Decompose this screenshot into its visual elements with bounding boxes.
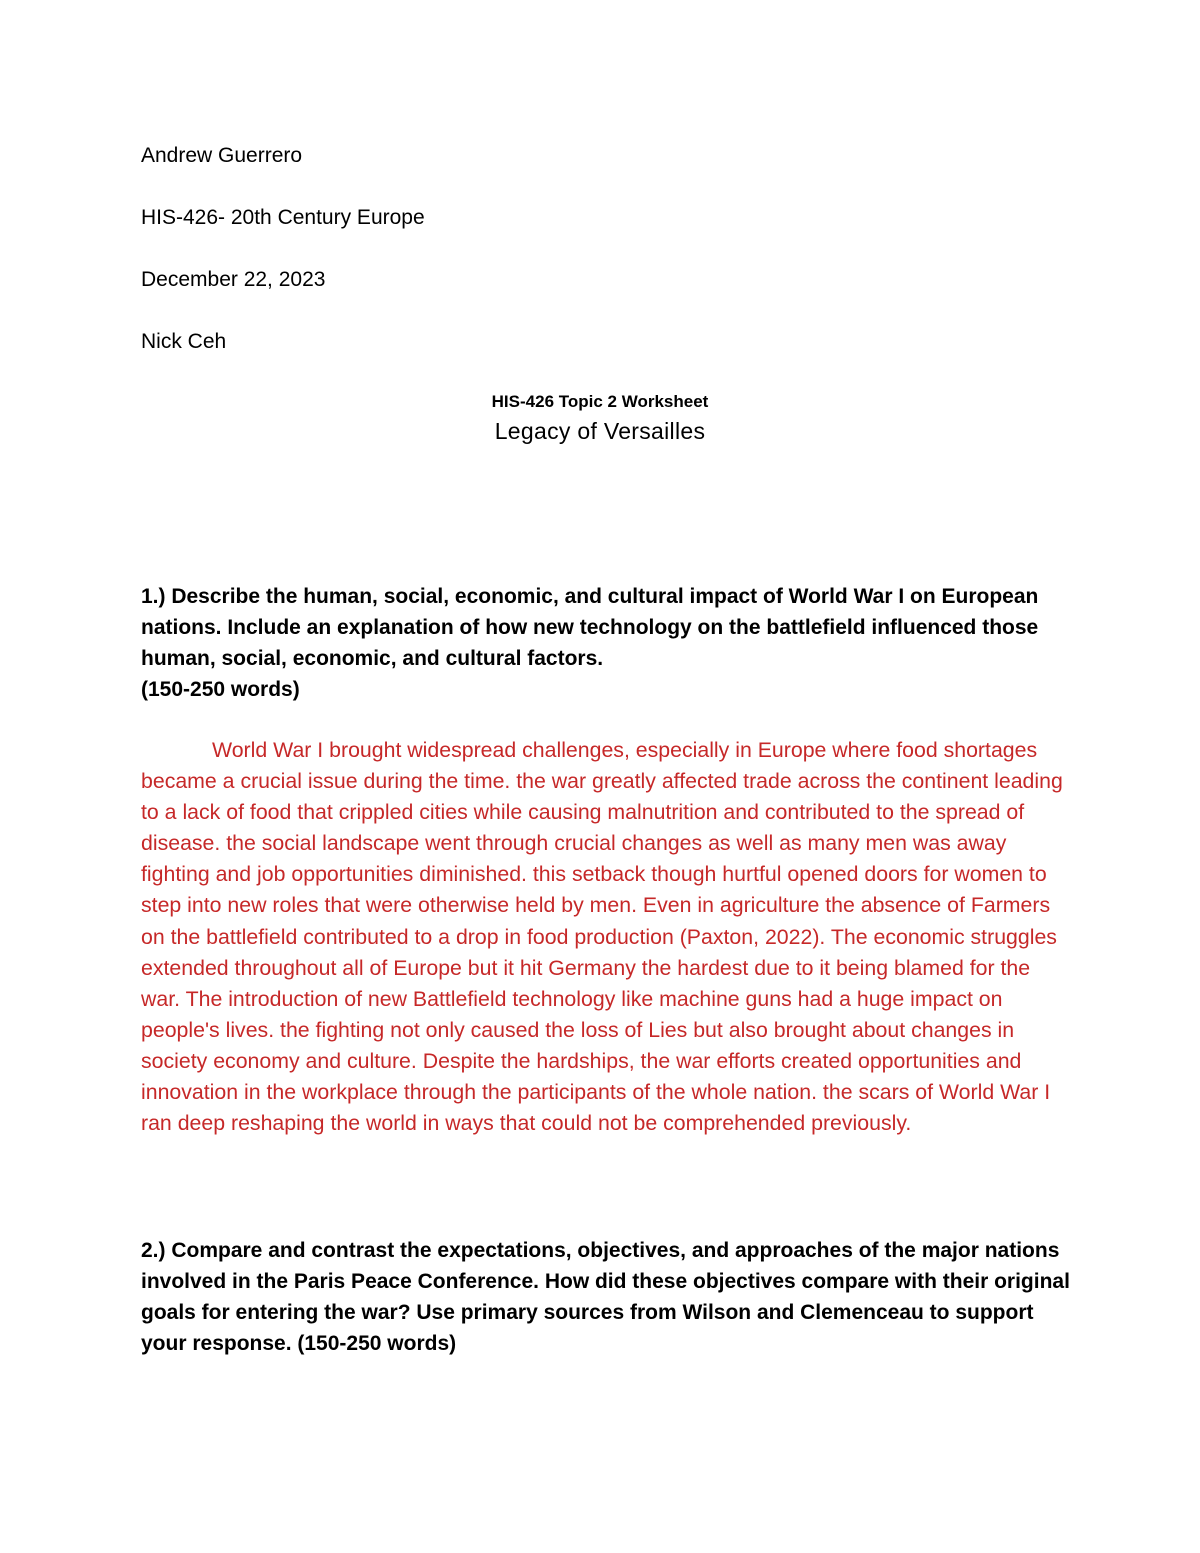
question-2: 2.) Compare and contrast the expectations, objectives, and approaches of the major nations involved in the Paris Peace Conference. How did these objectives compare with their original goals for entering the war? Use primary sources from Wilson and Clemenceau to support your response. (150-250 words): [141, 1239, 1070, 1355]
submission-date: December 22, 2023: [141, 268, 326, 291]
answer-1: World War I brought widespread challenges, especially in Europe where food shortages became a crucial issue during the time. the war greatly affected trade across the continent leading to a lack of food that crippled cities while causing malnutrition and contributed to the spread of disease. the social landscape went through crucial changes as well as many men was away fighting and job opportunities diminished. this setback though hurtful opened doors for women to step into new roles that were otherwise held by men. Even in agriculture the absence of Farmers on the battlefield contributed to a drop in food production (Paxton, 2022). The economic struggles extended throughout all of Europe but it hit Germany the hardest due to it being blamed for the war. The introduction of new Battlefield technology like machine guns had a huge impact on people's lives. the fighting not only caused the loss of Lies but also brought about changes in society economy and culture. Despite the hardships, the war efforts created opportunities and innovation in the workplace through the participants of the whole nation. the scars of World War I ran deep reshaping the world in ways that could not be comprehended previously.: [141, 738, 1063, 1136]
student-name: Andrew Guerrero: [141, 144, 303, 167]
question-1-text: 1.) Describe the human, social, economic, and cultural impact of World War I on European nations. Include an explanation of how new technology on the battlefield influenced those human, social, economic, and cultural factors.: [141, 585, 1039, 670]
course-name: HIS-426- 20th Century Europe: [141, 206, 425, 229]
instructor-name: Nick Ceh: [141, 330, 227, 353]
worksheet-subtitle: Legacy of Versailles: [494, 418, 706, 444]
question-1: [141, 581, 1071, 705]
worksheet-title: HIS-426 Topic 2 Worksheet: [491, 392, 709, 411]
question-1-word-range: (150-250 words): [141, 678, 300, 701]
